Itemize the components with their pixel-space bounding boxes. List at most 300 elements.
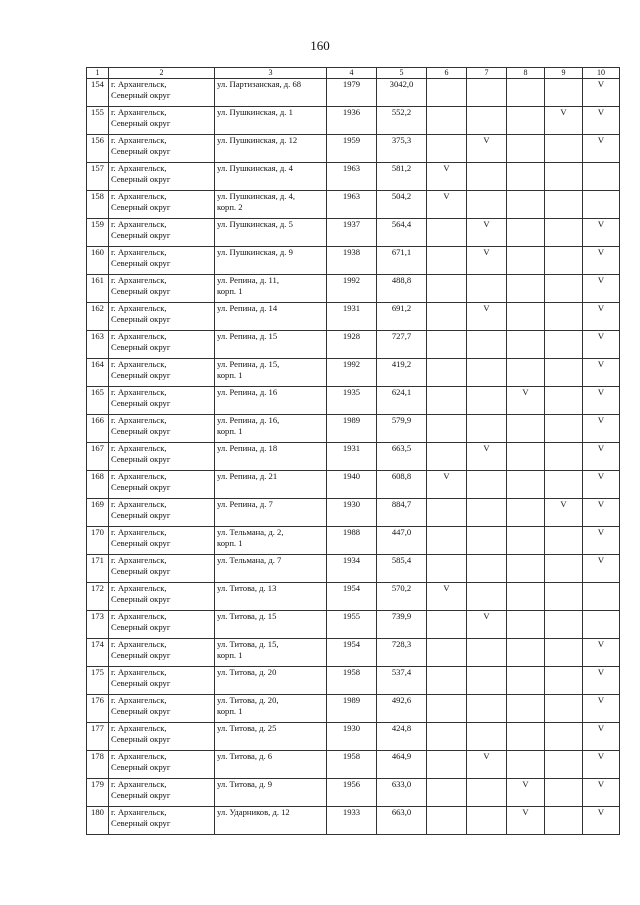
floor-area: 579,9 bbox=[391, 415, 412, 425]
table-body bbox=[87, 79, 620, 835]
area-cell bbox=[377, 779, 427, 807]
year-cell bbox=[327, 667, 377, 695]
mark-cell-10 bbox=[583, 191, 620, 219]
address-cell bbox=[215, 639, 327, 667]
mark-cell-6 bbox=[427, 135, 467, 163]
location-cell bbox=[109, 471, 215, 499]
build-year: 1992 bbox=[342, 275, 361, 285]
address-cell bbox=[215, 359, 327, 387]
row-number-cell bbox=[87, 163, 109, 191]
mark-cell-8 bbox=[507, 331, 545, 359]
area-cell bbox=[377, 695, 427, 723]
address-cell bbox=[215, 723, 327, 751]
row-number-cell bbox=[87, 219, 109, 247]
column-header-5: 5 bbox=[377, 68, 427, 79]
row-number: 169 bbox=[91, 499, 104, 509]
area-cell bbox=[377, 723, 427, 751]
check-mark: V bbox=[522, 387, 529, 397]
build-year: 1937 bbox=[342, 219, 361, 229]
district-name: Северный округ bbox=[111, 650, 171, 660]
street-address: ул. Титова, д. 9 bbox=[217, 779, 273, 789]
location-cell bbox=[109, 359, 215, 387]
mark-cell-8 bbox=[507, 191, 545, 219]
row-number: 173 bbox=[91, 611, 104, 621]
building-corpus: корп. 1 bbox=[217, 650, 243, 660]
city-name: г. Архангельск, bbox=[111, 135, 167, 145]
street-address: ул. Репина, д. 16, bbox=[217, 415, 280, 425]
check-mark: V bbox=[483, 443, 490, 453]
build-year: 1989 bbox=[342, 695, 361, 705]
district-name: Северный округ bbox=[111, 706, 171, 716]
address-cell bbox=[215, 79, 327, 107]
mark-cell-10 bbox=[583, 359, 620, 387]
check-mark: V bbox=[597, 219, 605, 229]
area-cell bbox=[377, 303, 427, 331]
mark-cell-9 bbox=[545, 779, 583, 807]
floor-area: 581,2 bbox=[391, 163, 412, 173]
address-cell bbox=[215, 415, 327, 443]
year-cell bbox=[327, 583, 377, 611]
street-address: ул. Пушкинская, д. 12 bbox=[217, 135, 298, 145]
city-name: г. Архангельск, bbox=[111, 163, 167, 173]
table-row bbox=[87, 611, 620, 639]
floor-area: 633,0 bbox=[391, 779, 412, 789]
district-name: Северный округ bbox=[111, 230, 171, 240]
mark-cell-10 bbox=[583, 219, 620, 247]
floor-area: 608,8 bbox=[391, 471, 412, 481]
mark-cell-9 bbox=[545, 695, 583, 723]
mark-cell-9 bbox=[545, 471, 583, 499]
build-year: 1959 bbox=[342, 135, 361, 145]
mark-cell-6 bbox=[427, 471, 467, 499]
mark-cell-10 bbox=[583, 303, 620, 331]
address-cell bbox=[215, 583, 327, 611]
check-mark: V bbox=[483, 751, 490, 761]
mark-cell-9 bbox=[545, 107, 583, 135]
check-mark: V bbox=[597, 639, 605, 649]
location-cell bbox=[109, 499, 215, 527]
mark-cell-6 bbox=[427, 387, 467, 415]
address-cell bbox=[215, 471, 327, 499]
district-name: Северный округ bbox=[111, 258, 171, 268]
check-mark: V bbox=[522, 807, 529, 817]
mark-cell-8 bbox=[507, 807, 545, 835]
mark-cell-7 bbox=[467, 163, 507, 191]
mark-cell-9 bbox=[545, 583, 583, 611]
mark-cell-8 bbox=[507, 583, 545, 611]
city-name: г. Архангельск, bbox=[111, 779, 167, 789]
city-name: г. Архангельск, bbox=[111, 807, 167, 817]
location-cell bbox=[109, 751, 215, 779]
column-header-10: 10 bbox=[583, 68, 620, 79]
row-number: 170 bbox=[91, 527, 104, 537]
floor-area: 375,3 bbox=[391, 135, 412, 145]
build-year: 1931 bbox=[342, 303, 361, 313]
check-mark: V bbox=[597, 443, 605, 453]
mark-cell-8 bbox=[507, 303, 545, 331]
build-year: 1958 bbox=[342, 667, 361, 677]
year-cell bbox=[327, 387, 377, 415]
city-name: г. Архангельск, bbox=[111, 611, 167, 621]
floor-area: 552,2 bbox=[391, 107, 412, 117]
row-number: 156 bbox=[91, 135, 104, 145]
build-year: 1979 bbox=[342, 79, 361, 89]
year-cell bbox=[327, 471, 377, 499]
row-number: 176 bbox=[91, 695, 104, 705]
street-address: ул. Репина, д. 15 bbox=[217, 331, 278, 341]
row-number-cell bbox=[87, 415, 109, 443]
mark-cell-10 bbox=[583, 163, 620, 191]
row-number-cell bbox=[87, 135, 109, 163]
street-address: ул. Титова, д. 20, bbox=[217, 695, 279, 705]
mark-cell-7 bbox=[467, 555, 507, 583]
area-cell bbox=[377, 135, 427, 163]
street-address: ул. Титова, д. 15, bbox=[217, 639, 279, 649]
location-cell bbox=[109, 191, 215, 219]
mark-cell-8 bbox=[507, 667, 545, 695]
table-row bbox=[87, 527, 620, 555]
city-name: г. Архангельск, bbox=[111, 303, 167, 313]
mark-cell-9 bbox=[545, 555, 583, 583]
mark-cell-7 bbox=[467, 219, 507, 247]
column-header-7: 7 bbox=[467, 68, 507, 79]
mark-cell-8 bbox=[507, 471, 545, 499]
location-cell bbox=[109, 107, 215, 135]
row-number-cell bbox=[87, 303, 109, 331]
column-header-4: 4 bbox=[327, 68, 377, 79]
table-row bbox=[87, 695, 620, 723]
street-address: ул. Репина, д. 16 bbox=[217, 387, 278, 397]
district-name: Северный округ bbox=[111, 622, 171, 632]
mark-cell-6 bbox=[427, 219, 467, 247]
address-cell bbox=[215, 555, 327, 583]
row-number-cell bbox=[87, 247, 109, 275]
district-name: Северный округ bbox=[111, 118, 171, 128]
mark-cell-6 bbox=[427, 331, 467, 359]
mark-cell-10 bbox=[583, 639, 620, 667]
year-cell bbox=[327, 79, 377, 107]
check-mark: V bbox=[597, 723, 605, 733]
area-cell bbox=[377, 807, 427, 835]
check-mark: V bbox=[443, 163, 450, 173]
address-cell bbox=[215, 667, 327, 695]
city-name: г. Архангельск, bbox=[111, 275, 167, 285]
mark-cell-8 bbox=[507, 415, 545, 443]
city-name: г. Архангельск, bbox=[111, 387, 167, 397]
mark-cell-9 bbox=[545, 275, 583, 303]
row-number-cell bbox=[87, 79, 109, 107]
year-cell bbox=[327, 723, 377, 751]
mark-cell-10 bbox=[583, 779, 620, 807]
area-cell bbox=[377, 751, 427, 779]
check-mark: V bbox=[597, 779, 605, 789]
building-corpus: корп. 1 bbox=[217, 426, 243, 436]
area-cell bbox=[377, 359, 427, 387]
mark-cell-7 bbox=[467, 191, 507, 219]
mark-cell-7 bbox=[467, 275, 507, 303]
row-number: 180 bbox=[91, 807, 104, 817]
mark-cell-7 bbox=[467, 247, 507, 275]
mark-cell-9 bbox=[545, 359, 583, 387]
mark-cell-8 bbox=[507, 723, 545, 751]
floor-area: 727,7 bbox=[391, 331, 412, 341]
mark-cell-10 bbox=[583, 331, 620, 359]
floor-area: 624,1 bbox=[391, 387, 412, 397]
build-year: 1992 bbox=[342, 359, 361, 369]
mark-cell-7 bbox=[467, 359, 507, 387]
city-name: г. Архангельск, bbox=[111, 107, 167, 117]
row-number: 154 bbox=[91, 79, 104, 89]
address-cell bbox=[215, 695, 327, 723]
year-cell bbox=[327, 219, 377, 247]
mark-cell-7 bbox=[467, 639, 507, 667]
location-cell bbox=[109, 247, 215, 275]
area-cell bbox=[377, 79, 427, 107]
row-number-cell bbox=[87, 807, 109, 835]
district-name: Северный округ bbox=[111, 146, 171, 156]
address-cell bbox=[215, 611, 327, 639]
table-row bbox=[87, 751, 620, 779]
mark-cell-6 bbox=[427, 611, 467, 639]
floor-area: 464,9 bbox=[391, 751, 412, 761]
check-mark: V bbox=[483, 303, 490, 313]
row-number-cell bbox=[87, 107, 109, 135]
mark-cell-7 bbox=[467, 443, 507, 471]
location-cell bbox=[109, 79, 215, 107]
mark-cell-7 bbox=[467, 695, 507, 723]
column-header-8: 8 bbox=[507, 68, 545, 79]
column-header-9: 9 bbox=[545, 68, 583, 79]
mark-cell-6 bbox=[427, 527, 467, 555]
year-cell bbox=[327, 499, 377, 527]
street-address: ул. Репина, д. 21 bbox=[217, 471, 278, 481]
mark-cell-7 bbox=[467, 79, 507, 107]
column-number-row bbox=[87, 68, 620, 79]
row-number-cell bbox=[87, 387, 109, 415]
floor-area: 447,0 bbox=[391, 527, 412, 537]
floor-area: 492,6 bbox=[391, 695, 412, 705]
mark-cell-9 bbox=[545, 611, 583, 639]
table-row bbox=[87, 723, 620, 751]
mark-cell-9 bbox=[545, 639, 583, 667]
district-name: Северный округ bbox=[111, 482, 171, 492]
mark-cell-9 bbox=[545, 415, 583, 443]
mark-cell-10 bbox=[583, 555, 620, 583]
table-row bbox=[87, 107, 620, 135]
floor-area: 564,4 bbox=[391, 219, 412, 229]
area-cell bbox=[377, 471, 427, 499]
row-number: 163 bbox=[91, 331, 104, 341]
build-year: 1955 bbox=[342, 611, 361, 621]
mark-cell-8 bbox=[507, 135, 545, 163]
row-number: 166 bbox=[91, 415, 104, 425]
mark-cell-6 bbox=[427, 191, 467, 219]
mark-cell-7 bbox=[467, 303, 507, 331]
row-number: 157 bbox=[91, 163, 104, 173]
street-address: ул. Титова, д. 6 bbox=[217, 751, 273, 761]
mark-cell-8 bbox=[507, 247, 545, 275]
mark-cell-8 bbox=[507, 163, 545, 191]
location-cell bbox=[109, 695, 215, 723]
district-name: Северный округ bbox=[111, 286, 171, 296]
build-year: 1930 bbox=[342, 499, 361, 509]
mark-cell-10 bbox=[583, 611, 620, 639]
floor-area: 739,9 bbox=[391, 611, 412, 621]
table-row bbox=[87, 387, 620, 415]
build-year: 1956 bbox=[342, 779, 361, 789]
mark-cell-7 bbox=[467, 751, 507, 779]
row-number-cell bbox=[87, 751, 109, 779]
location-cell bbox=[109, 723, 215, 751]
location-cell bbox=[109, 667, 215, 695]
build-year: 1958 bbox=[342, 751, 361, 761]
district-name: Северный округ bbox=[111, 566, 171, 576]
address-cell bbox=[215, 275, 327, 303]
location-cell bbox=[109, 135, 215, 163]
floor-area: 504,2 bbox=[391, 191, 412, 201]
table-row bbox=[87, 275, 620, 303]
row-number-cell bbox=[87, 695, 109, 723]
mark-cell-6 bbox=[427, 695, 467, 723]
address-cell bbox=[215, 107, 327, 135]
build-year: 1940 bbox=[342, 471, 361, 481]
street-address: ул. Пушкинская, д. 5 bbox=[217, 219, 293, 229]
mark-cell-9 bbox=[545, 191, 583, 219]
mark-cell-8 bbox=[507, 779, 545, 807]
mark-cell-10 bbox=[583, 723, 620, 751]
street-address: ул. Репина, д. 18 bbox=[217, 443, 278, 453]
mark-cell-9 bbox=[545, 135, 583, 163]
build-year: 1963 bbox=[342, 163, 361, 173]
address-cell bbox=[215, 751, 327, 779]
row-number-cell bbox=[87, 527, 109, 555]
check-mark: V bbox=[597, 415, 605, 425]
row-number-cell bbox=[87, 555, 109, 583]
table-row bbox=[87, 359, 620, 387]
row-number: 177 bbox=[91, 723, 104, 733]
build-year: 1934 bbox=[342, 555, 361, 565]
floor-area: 663,0 bbox=[391, 807, 412, 817]
column-header-3: 3 bbox=[215, 68, 327, 79]
street-address: ул. Пушкинская, д. 9 bbox=[217, 247, 293, 257]
year-cell bbox=[327, 695, 377, 723]
year-cell bbox=[327, 639, 377, 667]
street-address: ул. Партизанская, д. 68 bbox=[217, 79, 302, 89]
row-number: 179 bbox=[91, 779, 104, 789]
floor-area: 3042,0 bbox=[389, 79, 414, 89]
row-number-cell bbox=[87, 499, 109, 527]
mark-cell-10 bbox=[583, 499, 620, 527]
build-year: 1935 bbox=[342, 387, 361, 397]
district-name: Северный округ bbox=[111, 174, 171, 184]
city-name: г. Архангельск, bbox=[111, 583, 167, 593]
street-address: ул. Репина, д. 7 bbox=[217, 499, 273, 509]
row-number-cell bbox=[87, 611, 109, 639]
table-row bbox=[87, 443, 620, 471]
floor-area: 691,2 bbox=[391, 303, 412, 313]
floor-area: 419,2 bbox=[391, 359, 412, 369]
city-name: г. Архангельск, bbox=[111, 331, 167, 341]
address-cell bbox=[215, 191, 327, 219]
district-name: Северный округ bbox=[111, 426, 171, 436]
location-cell bbox=[109, 331, 215, 359]
city-name: г. Архангельск, bbox=[111, 359, 167, 369]
row-number: 164 bbox=[91, 359, 104, 369]
year-cell bbox=[327, 107, 377, 135]
build-year: 1931 bbox=[342, 443, 361, 453]
row-number-cell bbox=[87, 443, 109, 471]
mark-cell-10 bbox=[583, 471, 620, 499]
check-mark: V bbox=[522, 779, 529, 789]
floor-area: 537,4 bbox=[391, 667, 412, 677]
build-year: 1933 bbox=[342, 807, 361, 817]
mark-cell-10 bbox=[583, 751, 620, 779]
area-cell bbox=[377, 611, 427, 639]
area-cell bbox=[377, 107, 427, 135]
street-address: ул. Тельмана, д. 2, bbox=[217, 527, 284, 537]
table-row bbox=[87, 583, 620, 611]
district-name: Северный округ bbox=[111, 762, 171, 772]
row-number-cell bbox=[87, 723, 109, 751]
district-name: Северный округ bbox=[111, 314, 171, 324]
table-row bbox=[87, 303, 620, 331]
table-row bbox=[87, 667, 620, 695]
table-row bbox=[87, 471, 620, 499]
mark-cell-6 bbox=[427, 107, 467, 135]
address-cell bbox=[215, 163, 327, 191]
mark-cell-8 bbox=[507, 387, 545, 415]
mark-cell-9 bbox=[545, 79, 583, 107]
area-cell bbox=[377, 387, 427, 415]
year-cell bbox=[327, 275, 377, 303]
area-cell bbox=[377, 275, 427, 303]
floor-area: 570,2 bbox=[391, 583, 412, 593]
table-row bbox=[87, 555, 620, 583]
page-number: 160 bbox=[310, 38, 330, 53]
location-cell bbox=[109, 807, 215, 835]
mark-cell-7 bbox=[467, 611, 507, 639]
row-number-cell bbox=[87, 639, 109, 667]
area-cell bbox=[377, 247, 427, 275]
mark-cell-8 bbox=[507, 751, 545, 779]
mark-cell-9 bbox=[545, 527, 583, 555]
mark-cell-10 bbox=[583, 79, 620, 107]
address-cell bbox=[215, 499, 327, 527]
year-cell bbox=[327, 359, 377, 387]
check-mark: V bbox=[597, 247, 605, 257]
mark-cell-7 bbox=[467, 415, 507, 443]
check-mark: V bbox=[443, 583, 450, 593]
area-cell bbox=[377, 191, 427, 219]
area-cell bbox=[377, 443, 427, 471]
city-name: г. Архангельск, bbox=[111, 667, 167, 677]
city-name: г. Архангельск, bbox=[111, 639, 167, 649]
street-address: ул. Тельмана, д. 7 bbox=[217, 555, 282, 565]
year-cell bbox=[327, 555, 377, 583]
table-row bbox=[87, 779, 620, 807]
build-year: 1930 bbox=[342, 723, 361, 733]
mark-cell-8 bbox=[507, 639, 545, 667]
address-cell bbox=[215, 807, 327, 835]
location-cell bbox=[109, 163, 215, 191]
location-cell bbox=[109, 779, 215, 807]
address-cell bbox=[215, 779, 327, 807]
mark-cell-6 bbox=[427, 247, 467, 275]
row-number: 168 bbox=[91, 471, 104, 481]
check-mark: V bbox=[597, 499, 605, 509]
row-number: 165 bbox=[91, 387, 104, 397]
street-address: ул. Пушкинская, д. 4, bbox=[217, 191, 296, 201]
